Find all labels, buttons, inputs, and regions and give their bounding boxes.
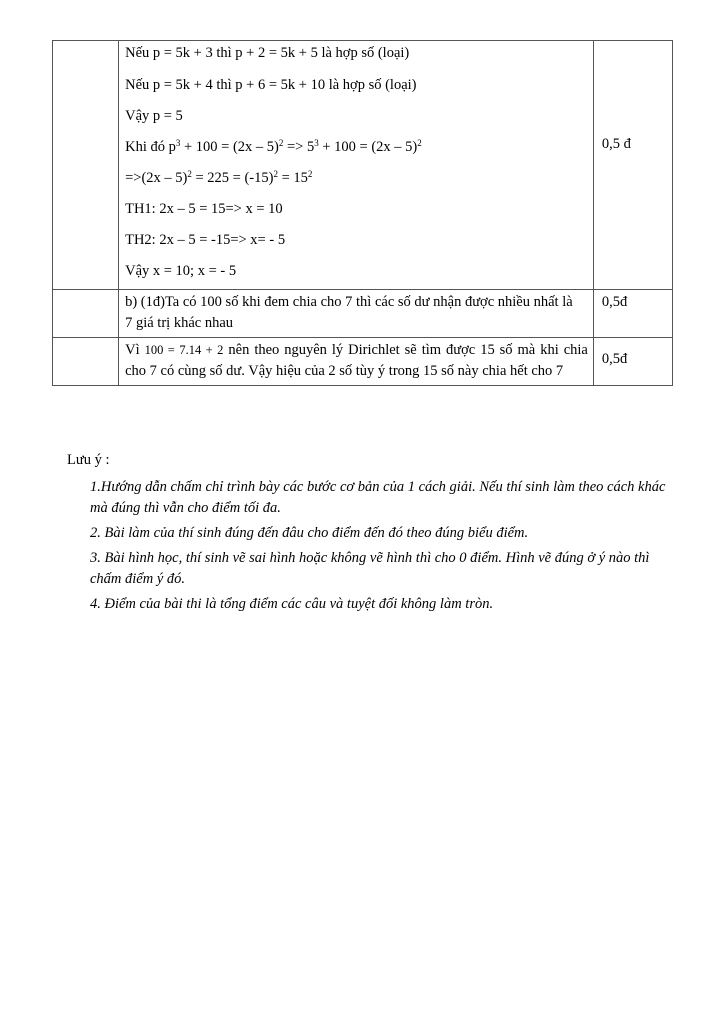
table-row-solution	[53, 41, 673, 290]
index-cell	[53, 290, 119, 338]
equation-line-2: $=>(2x - 5)^2 = 225 = (-15)^2 = 15^2$	[125, 169, 313, 186]
score-cell	[593, 338, 672, 386]
note-item: 3. Bài hình học, thí sinh vẽ sai hình hoặc không vẽ hình thì cho 0 điểm. Hình vẽ đúng ở ý nào thì chấm điểm ý đó.	[90, 550, 650, 587]
equation-line-1: Khi đó $p^3 + 100 = (2x - 5)^2 => 5^3 + 100 = (2x - 5)^2$	[125, 138, 422, 155]
dirichlet-text: Vì 100 = 7.14 + 2 nên theo nguyên lý Dirichlet sẽ tìm được 15 số mà khi chia cho 7 có cùng số dư. Vậy hiệu của 2 số tùy ý trong 15 số này chia hết cho 7	[125, 342, 588, 379]
score-value: 0,5đ	[601, 294, 628, 310]
solution-line: Nếu p = 5k + 3 thì p + 2 = 5k + 5 là hợp số (loại)	[125, 45, 410, 61]
table-row-dirichlet	[53, 338, 673, 386]
notes-title: Lưu ý :	[67, 452, 110, 468]
solution-line: Vậy x = 10; x = - 5	[125, 263, 237, 279]
note-item: 2. Bài làm của thí sinh đúng đến đâu cho điểm đến đó theo đúng biểu điểm.	[90, 525, 529, 541]
solution-line: TH2: 2x – 5 = -15=> x= - 5	[125, 232, 286, 248]
table-row-part-b	[53, 290, 673, 338]
math-expression: 100 = 7.14 + 2	[144, 343, 224, 357]
part-b-text: b) (1đ)Ta có 100 số khi đem chia cho 7 thì các số dư nhận được nhiều nhất là 7 giá trị khác nhau	[125, 294, 573, 331]
score-value: 0,5 đ	[601, 136, 631, 152]
index-cell	[53, 41, 119, 290]
note-item: 4. Điểm của bài thi là tổng điểm các câu và tuyệt đối không làm tròn.	[90, 596, 494, 612]
grading-table	[52, 40, 673, 386]
solution-cell	[119, 290, 594, 338]
solution-cell	[119, 338, 594, 386]
notes-section	[67, 449, 679, 619]
score-cell	[593, 290, 672, 338]
index-cell	[53, 338, 119, 386]
note-item: 1.Hướng dẫn chấm chỉ trình bày các bước cơ bản của 1 cách giải. Nếu thí sinh làm theo cách khác mà đúng thì vẫn cho điểm tối đa.	[90, 479, 666, 516]
solution-line: Nếu p = 5k + 4 thì p + 6 = 5k + 10 là hợp số (loại)	[125, 77, 417, 93]
solution-line: Vậy p = 5	[125, 108, 183, 124]
solution-line: TH1: 2x – 5 = 15=> x = 10	[125, 201, 283, 217]
score-cell	[593, 41, 672, 290]
solution-cell	[119, 41, 594, 290]
score-value: 0,5đ	[601, 351, 628, 367]
